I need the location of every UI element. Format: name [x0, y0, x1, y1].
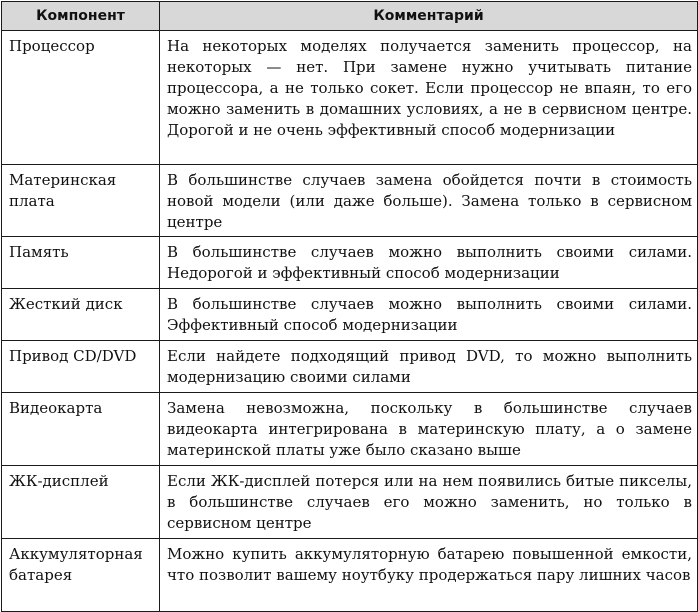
comment-cell: На некоторых моделях получается заменить процессор, на некоторых — нет. При замене нужно учитывать питание процессора, а не только сокет. Если процессор не впаян, то его можно заменить в домашних условиях, а не в сервисном центре. Дорогой и не очень эффективный способ модернизации — [160, 31, 698, 165]
comment-cell: В большинстве случаев можно выполнить своими силами. Эффективный способ модернизации — [160, 289, 698, 341]
table-row — [2, 165, 698, 237]
comment-cell: Если ЖК-дисплей потерся или на нем появились битые пикселы, в большинстве случаев его можно заменить, но только в сервисном центре — [160, 466, 698, 539]
component-cell: Аккумуляторная батарея — [2, 539, 160, 612]
table-row — [2, 539, 698, 612]
component-cell: ЖК-дисплей — [2, 466, 160, 539]
upgrade-components-table — [1, 1, 698, 612]
comment-cell: Можно купить аккумуляторную батарею повышенной емкости, что позволит вашему ноутбуку продержаться пару лишних часов — [160, 539, 698, 612]
table-row — [2, 237, 698, 289]
component-cell: Привод CD/DVD — [2, 341, 160, 393]
comment-cell: Если найдете подходящий привод DVD, то можно выполнить модернизацию своими силами — [160, 341, 698, 393]
comment-cell: В большинстве случаев замена обойдется почти в стоимость новой модели (или даже больше). Замена только в сервисном центре — [160, 165, 698, 237]
comment-cell: Замена невозможна, поскольку в большинстве случаев видеокарта интегрирована в материнскую плату, а о замене материнской платы уже было сказано выше — [160, 393, 698, 466]
component-cell: Жесткий диск — [2, 289, 160, 341]
header-comment: Комментарий — [160, 2, 698, 31]
component-cell: Материнская плата — [2, 165, 160, 237]
table-row — [2, 341, 698, 393]
comment-cell: В большинстве случаев можно выполнить своими силами. Недорогой и эффективный способ модернизации — [160, 237, 698, 289]
table-row — [2, 466, 698, 539]
table-row — [2, 289, 698, 341]
table-header-row — [2, 2, 698, 31]
table-row — [2, 31, 698, 165]
component-cell: Память — [2, 237, 160, 289]
header-component: Компонент — [2, 2, 160, 31]
table-row — [2, 393, 698, 466]
component-cell: Видеокарта — [2, 393, 160, 466]
component-cell: Процессор — [2, 31, 160, 165]
